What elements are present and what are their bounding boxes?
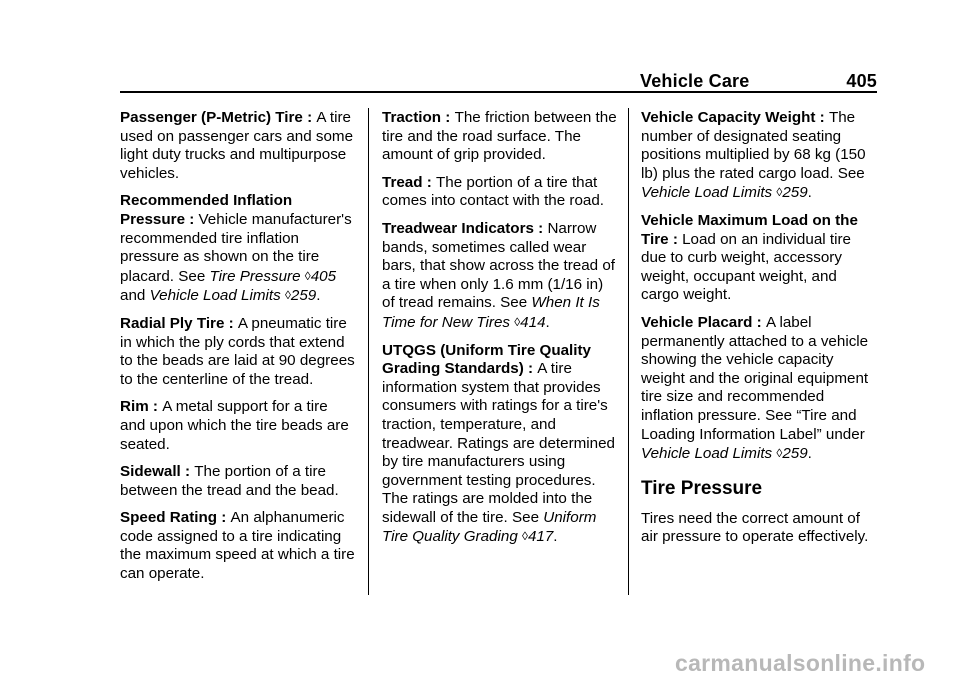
separator: :: [185, 210, 199, 228]
column-1: [120, 109, 356, 593]
glossary-entry-vehicle-maximum-load: [641, 212, 877, 305]
punctuation: .: [807, 445, 812, 463]
column-divider-2: [628, 108, 629, 595]
glossary-entry-treadwear-indicators: [382, 220, 618, 333]
separator: :: [224, 314, 238, 332]
glossary-entry-utqgs: [382, 342, 618, 548]
page-ref-arrow-icon: ◊: [522, 529, 528, 544]
definition: A metal support for a tire and upon which the tire beads are seated.: [120, 398, 349, 453]
page-ref-arrow-icon: ◊: [776, 446, 783, 461]
section-heading: Tire Pressure: [641, 477, 763, 499]
page-ref[interactable]: 405: [310, 267, 337, 285]
header-rule: [120, 91, 877, 93]
glossary-entry-vehicle-capacity-weight: [641, 109, 877, 203]
glossary-entry-sidewall: [120, 463, 356, 500]
connector-text: and: [120, 287, 150, 305]
definition: The number of designated seating positions multiplied by 68 kg (150 lb) plus the rated cargo load. See: [641, 109, 866, 182]
separator: :: [523, 360, 538, 378]
separator: :: [148, 398, 163, 416]
page-number: 405: [846, 71, 877, 91]
punctuation: .: [553, 528, 558, 546]
definition: A tire information system that provides consumers with ratings for a tire's traction, temperature, and treadwear. Ratings are determined by tire manufacturers using government testing procedures. The ratings are molded into the sidewall of the tire. See: [382, 360, 616, 526]
glossary-entry-tread: [382, 174, 618, 211]
definition: The portion of a tire between the tread and the bead.: [120, 463, 339, 499]
term: Speed Rating: [120, 509, 218, 527]
glossary-entry-vehicle-placard: [641, 314, 877, 464]
term: Tread: [382, 173, 423, 191]
page-ref-arrow-icon: ◊: [304, 268, 311, 283]
column-3: [641, 109, 877, 556]
header-section-title: Vehicle Care: [640, 71, 750, 91]
glossary-entry-radial-ply-tire: [120, 315, 356, 389]
page-ref-arrow-icon: ◊: [776, 185, 783, 200]
term: Treadwear Indicators: [382, 219, 534, 237]
punctuation: .: [316, 287, 321, 305]
separator: :: [302, 109, 317, 126]
separator: :: [668, 230, 683, 248]
definition: The portion of a tire that comes into contact with the road.: [382, 173, 605, 210]
definition: An alphanumeric code assigned to a tire indicating the maximum speed at which a tire can operate.: [120, 509, 355, 583]
term: Rim: [120, 398, 149, 416]
cross-reference-link[interactable]: Uniform Tire Quality Grading: [382, 508, 597, 546]
page-ref[interactable]: 259: [782, 184, 808, 202]
separator: :: [533, 219, 548, 237]
separator: :: [752, 313, 766, 331]
page-ref-arrow-icon: ◊: [514, 314, 521, 329]
term: Vehicle Maximum Load on the Tire: [641, 211, 858, 248]
page-ref[interactable]: 417: [527, 528, 554, 546]
page-ref[interactable]: 259: [782, 445, 808, 463]
separator: :: [815, 109, 829, 126]
definition: Load on an individual tire due to curb weight, accessory weight, occupant weight, and cargo weight.: [641, 230, 851, 304]
column-divider-1: [368, 108, 369, 595]
punctuation: .: [545, 313, 550, 331]
cross-reference-link[interactable]: Vehicle Load Limits: [641, 445, 773, 463]
glossary-entry-recommended-inflation-pressure: [120, 192, 356, 306]
definition: Narrow bands, sometimes called wear bars, that show across the tread of a tire when only 1.6 mm (1/16 in) of tread remains. See: [382, 219, 615, 312]
page-ref[interactable]: 259: [290, 287, 317, 305]
definition: A pneumatic tire in which the ply cords that extend to the beads are laid at 90 degrees to the centerline of the tread.: [120, 314, 355, 388]
column-2: [382, 109, 618, 556]
cross-reference-link[interactable]: When It Is Time for New Tires: [382, 294, 600, 331]
term: Vehicle Placard: [641, 313, 753, 331]
cross-reference-link[interactable]: Tire Pressure: [209, 267, 301, 285]
glossary-entry-speed-rating: [120, 509, 356, 583]
section-body: Tires need the correct amount of air pressure to operate effectively.: [641, 509, 869, 546]
term: Recommended Inflation Pressure: [120, 192, 293, 228]
cross-reference-link[interactable]: Vehicle Load Limits: [149, 287, 281, 305]
punctuation: .: [807, 184, 812, 202]
term: Traction: [382, 109, 442, 126]
glossary-entry-rim: [120, 398, 356, 454]
separator: :: [217, 509, 231, 527]
glossary-entry-passenger-tire: [120, 109, 356, 183]
term: Radial Ply Tire: [120, 314, 225, 332]
definition: A label permanently attached to a vehicle showing the vehicle capacity weight and the original equipment tire size and recommended inflation pressure. See “Tire and Loading Information Label” under: [641, 313, 869, 443]
separator: :: [180, 463, 195, 481]
separator: :: [441, 109, 455, 126]
definition: Vehicle manufacturer's recommended tire inflation pressure as shown on the tire placard. See: [120, 210, 352, 285]
watermark: carmanualsonline.info: [675, 650, 926, 676]
term: Vehicle Capacity Weight: [641, 109, 816, 126]
term: Sidewall: [120, 463, 181, 481]
definition: A tire used on passenger cars and some light duty trucks and multipurpose vehicles.: [120, 109, 354, 182]
page-ref-arrow-icon: ◊: [284, 288, 291, 303]
cross-reference-link[interactable]: Vehicle Load Limits: [641, 184, 773, 202]
term: UTQGS (Uniform Tire Quality Grading Standards): [382, 341, 591, 378]
term: Passenger (P-Metric) Tire: [120, 109, 303, 126]
page-ref[interactable]: 414: [520, 313, 546, 331]
separator: :: [422, 173, 437, 191]
definition: The friction between the tire and the road surface. The amount of grip provided.: [382, 109, 617, 164]
glossary-entry-traction: [382, 109, 618, 165]
running-header: [640, 71, 877, 92]
